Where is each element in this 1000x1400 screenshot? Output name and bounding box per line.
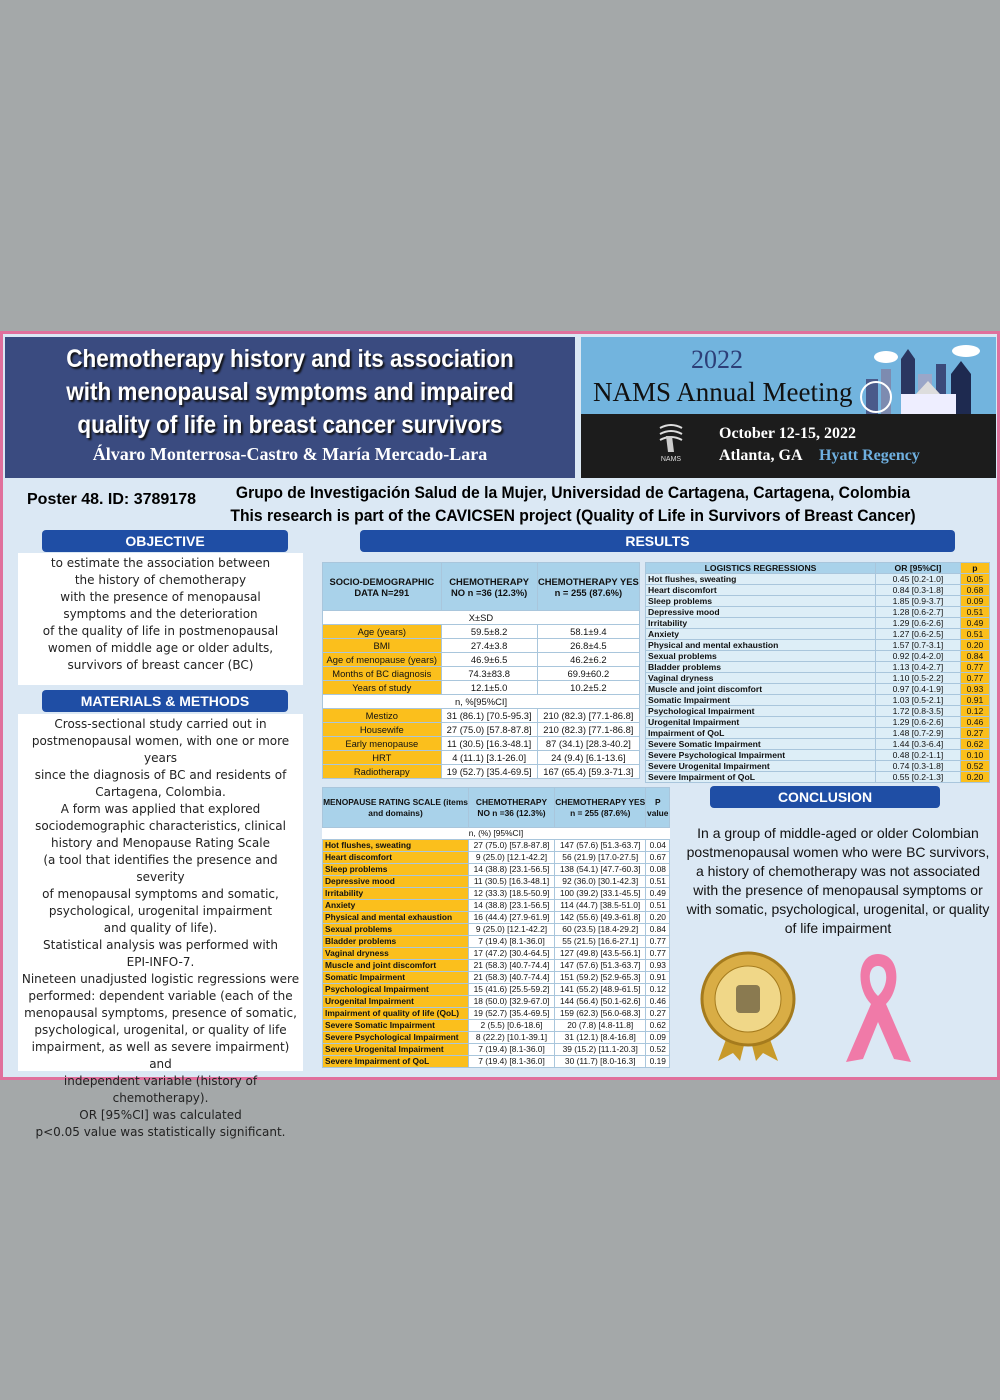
table-cell: 0.93 — [960, 684, 989, 695]
table-row — [323, 625, 640, 639]
table-cell: 21 (58.3) [40.7-74.4] — [469, 960, 555, 972]
table-cell: 0.05 — [960, 574, 989, 585]
column-header: OR [95%CI] — [876, 563, 961, 574]
table-cell: 0.27 — [960, 728, 989, 739]
table-row — [646, 629, 990, 640]
table-cell: Impairment of QoL — [646, 728, 876, 739]
table-cell: 17 (47.2) [30.4-64.5] — [469, 948, 555, 960]
table-cell: 0.49 — [960, 618, 989, 629]
table-cell: 1.44 [0.3-6.4] — [876, 739, 961, 750]
table-cell: 0.74 [0.3-1.8] — [876, 761, 961, 772]
table-cell: 1.72 [0.8-3.5] — [876, 706, 961, 717]
table-cell: Heart discomfort — [646, 585, 876, 596]
table-row — [323, 912, 670, 924]
table-cell: Heart discomfort — [323, 852, 469, 864]
text-line: of the quality of life in postmenopausal — [42, 624, 279, 638]
table-cell: 1.29 [0.6-2.6] — [876, 618, 961, 629]
sociodemographic-table — [322, 562, 640, 779]
table-row — [323, 900, 670, 912]
text-line: A form was applied that explored — [60, 802, 261, 816]
text-line: women of middle age or older adults, — [47, 641, 274, 655]
table-cell: 11 (30.5) [16.3-48.1] — [441, 737, 537, 751]
table-cell: 31 (86.1) [70.5-95.3] — [441, 709, 537, 723]
table-cell: Severe Psychological Impairment — [323, 1032, 469, 1044]
text-line: sociodemographic characteristics, clinical — [35, 819, 286, 833]
table-cell: 0.45 [0.2-1.0] — [876, 574, 961, 585]
table-cell: 15 (41.6) [25.5-59.2] — [469, 984, 555, 996]
poster — [0, 331, 1000, 1139]
text-line: Cross-sectional study carried out in — [54, 717, 267, 731]
table-cell: 9 (25.0) [12.1-42.2] — [469, 852, 555, 864]
table-cell: Housewife — [323, 723, 442, 737]
table-cell: 0.91 — [646, 972, 670, 984]
table-cell: BMI — [323, 639, 442, 653]
table-cell: 7 (19.4) [8.1-36.0] — [469, 1044, 555, 1056]
table-cell: 56 (21.9) [17.0-27.5] — [554, 852, 646, 864]
poster-id: Poster 48. ID: 3789178 — [27, 491, 196, 508]
table-cell: 19 (52.7) [35.4-69.5] — [469, 1008, 555, 1020]
table-cell: 0.51 — [646, 876, 670, 888]
table-row — [646, 651, 990, 662]
table-cell: Depressive mood — [323, 876, 469, 888]
table-cell: 59.5±8.2 — [441, 625, 537, 639]
table-row — [323, 840, 670, 852]
table-cell: 0.09 — [646, 1032, 670, 1044]
methods-heading: MATERIALS & METHODS — [42, 690, 288, 712]
table-cell: 138 (54.1) [47.7-60.3] — [554, 864, 646, 876]
pink-ribbon-icon — [841, 944, 916, 1069]
text-line: to estimate the association between — [50, 556, 271, 570]
university-seal-icon — [698, 949, 798, 1064]
table-cell: 0.27 — [646, 1008, 670, 1020]
table-cell: 21 (58.3) [40.7-74.4] — [469, 972, 555, 984]
logistic-regression-table — [645, 562, 990, 783]
table-cell: Bladder problems — [646, 662, 876, 673]
table-cell: 0.09 — [960, 596, 989, 607]
table-cell: Sexual problems — [646, 651, 876, 662]
table-cell: 92 (36.0) [30.1-42.3] — [554, 876, 646, 888]
table-cell: 151 (59.2) [52.9-65.3] — [554, 972, 646, 984]
table-row — [323, 960, 670, 972]
text-line: performed: dependent variable (each of the — [28, 989, 293, 1003]
table-cell: Age (years) — [323, 625, 442, 639]
table-cell: 1.10 [0.5-2.2] — [876, 673, 961, 684]
column-header: MENOPAUSE RATING SCALE (items and domains) — [323, 788, 469, 828]
table-row — [323, 723, 640, 737]
table-cell: HRT — [323, 751, 442, 765]
table-cell: 55 (21.5) [16.6-27.1] — [554, 936, 646, 948]
text-line: menopausal symptoms, presence of somatic, — [24, 1006, 297, 1020]
table-cell: 11 (30.5) [16.3-48.1] — [469, 876, 555, 888]
table-cell: 46.9±6.5 — [441, 653, 537, 667]
table-row — [323, 996, 670, 1008]
text-line: EPI-INFO-7. — [126, 955, 195, 969]
table-cell: 127 (49.8) [43.5-56.1] — [554, 948, 646, 960]
table-row — [323, 1032, 670, 1044]
table-row — [323, 765, 640, 779]
table-cell: 0.77 — [960, 673, 989, 684]
conclusion-heading: CONCLUSION — [710, 786, 940, 808]
table-cell: 0.62 — [646, 1020, 670, 1032]
meeting-dates: October 12-15, 2022 — [719, 425, 857, 442]
nams-banner — [581, 337, 996, 478]
table-cell: 0.84 [0.3-1.8] — [876, 585, 961, 596]
table-cell: 1.29 [0.6-2.6] — [876, 717, 961, 728]
text-line: impairment, as well as severe impairment) and — [31, 1040, 290, 1071]
table-row — [646, 673, 990, 684]
table-cell: Hot flushes, sweating — [646, 574, 876, 585]
table-row — [323, 852, 670, 864]
text-line: symptoms and the deterioration — [63, 607, 258, 621]
table-cell: 0.19 — [646, 1056, 670, 1068]
table-cell: Hot flushes, sweating — [323, 840, 469, 852]
table-cell: Anxiety — [646, 629, 876, 640]
affiliation: Grupo de Investigación Salud de la Mujer, Universidad de Cartagena, Cartagena, Colombia This research is part of the CAVICSEN project (Quality of Life in Survivors of Breast Cancer) — [222, 482, 925, 528]
table-cell: Muscle and joint discomfort — [646, 684, 876, 695]
table-cell: Psychological Impairment — [646, 706, 876, 717]
table-cell: 0.12 — [646, 984, 670, 996]
text-line: history and Menopause Rating Scale — [51, 836, 270, 850]
table-cell: 7 (19.4) [8.1-36.0] — [469, 936, 555, 948]
table-cell: 0.04 — [646, 840, 670, 852]
table-cell: 0.62 — [960, 739, 989, 750]
table-cell: 14 (38.8) [23.1-56.5] — [469, 900, 555, 912]
table-cell: 142 (55.6) [49.3-61.8] — [554, 912, 646, 924]
table-cell: 0.77 — [646, 948, 670, 960]
table-cell: 0.92 [0.4-2.0] — [876, 651, 961, 662]
table-row — [323, 888, 670, 900]
column-header: CHEMOTHERAPY YES n = 255 (87.6%) — [554, 788, 646, 828]
table-cell: 0.20 — [646, 912, 670, 924]
table-row — [323, 1056, 670, 1068]
objective-heading: OBJECTIVE — [42, 530, 288, 552]
table-row — [323, 948, 670, 960]
meeting-venue: Hyatt Regency — [819, 447, 920, 464]
table-cell: 27.4±3.8 — [441, 639, 537, 653]
table-cell: 12 (33.3) [18.5-50.9] — [469, 888, 555, 900]
section-label: n, %[95%CI] — [323, 695, 640, 709]
table-cell: 1.28 [0.6-2.7] — [876, 607, 961, 618]
table-cell: 27 (75.0) [57.8-87.8] — [441, 723, 537, 737]
table-cell: 69.9±60.2 — [537, 667, 639, 681]
table-cell: 8 (22.2) [10.1-39.1] — [469, 1032, 555, 1044]
table-cell: 141 (55.2) [48.9-61.5] — [554, 984, 646, 996]
table-cell: 0.48 [0.2-1.1] — [876, 750, 961, 761]
table-cell: 30 (11.7) [8.0-16.3] — [554, 1056, 646, 1068]
table-cell: 16 (44.4) [27.9-61.9] — [469, 912, 555, 924]
table-cell: Radiotherapy — [323, 765, 442, 779]
table-cell: 0.51 — [960, 629, 989, 640]
table-cell: Muscle and joint discomfort — [323, 960, 469, 972]
table-row — [646, 706, 990, 717]
table-cell: 39 (15.2) [11.1-20.3] — [554, 1044, 646, 1056]
table-cell: Psychological Impairment — [323, 984, 469, 996]
table-cell: 0.20 — [960, 640, 989, 651]
table-cell: 0.46 — [960, 717, 989, 728]
table-cell: Severe Urogenital Impairment — [646, 761, 876, 772]
table-row — [646, 596, 990, 607]
table-cell: 1.85 [0.9-3.7] — [876, 596, 961, 607]
table-row — [646, 662, 990, 673]
table-row — [323, 924, 670, 936]
table-cell: 0.84 — [646, 924, 670, 936]
project-note: This research is part of the CAVICSEN project (Quality of Life in Survivors of Breast Cancer) — [230, 507, 916, 525]
skyline-icon — [856, 339, 996, 414]
table-cell: 12.1±5.0 — [441, 681, 537, 695]
text-line: Cartagena, Colombia. — [95, 785, 226, 799]
table-cell: Urogenital Impairment — [323, 996, 469, 1008]
table-cell: 0.91 — [960, 695, 989, 706]
table-row — [646, 607, 990, 618]
meeting-year: 2022 — [691, 345, 743, 374]
table-cell: Severe Psychological Impairment — [646, 750, 876, 761]
table-cell: Severe Somatic Impairment — [323, 1020, 469, 1032]
table-cell: Vaginal dryness — [323, 948, 469, 960]
table-cell: Somatic Impairment — [323, 972, 469, 984]
table-cell: 1.03 [0.5-2.1] — [876, 695, 961, 706]
table-cell: Impairment of quality of life (QoL) — [323, 1008, 469, 1020]
text-line: the history of chemotherapy — [74, 573, 247, 587]
text-line: independent variable (history of chemotherapy). — [63, 1074, 258, 1105]
table-cell: 24 (9.4) [6.1-13.6] — [537, 751, 639, 765]
table-cell: 0.51 — [646, 900, 670, 912]
table-row — [323, 876, 670, 888]
table-cell: 1.57 [0.7-3.1] — [876, 640, 961, 651]
table-cell: 100 (39.2) [33.1-45.5] — [554, 888, 646, 900]
table-cell: 0.10 — [960, 750, 989, 761]
text-line: postmenopausal women, with one or more years — [31, 734, 290, 765]
table-cell: 0.55 [0.2-1.3] — [876, 772, 961, 783]
table-row — [323, 737, 640, 751]
table-row — [323, 681, 640, 695]
table-cell: 0.84 — [960, 651, 989, 662]
menopause-rating-scale-table — [322, 787, 670, 1068]
table-cell: 27 (75.0) [57.8-87.8] — [469, 840, 555, 852]
table-cell: Months of BC diagnosis — [323, 667, 442, 681]
table-cell: 0.67 — [646, 852, 670, 864]
table-cell: 0.52 — [960, 761, 989, 772]
table-cell: 7 (19.4) [8.1-36.0] — [469, 1056, 555, 1068]
table-cell: 0.08 — [646, 864, 670, 876]
table-cell: 147 (57.6) [51.3-63.7] — [554, 960, 646, 972]
table-cell: 1.48 [0.7-2.9] — [876, 728, 961, 739]
table-row — [646, 640, 990, 651]
table-cell: Bladder problems — [323, 936, 469, 948]
table-cell: 4 (11.1) [3.1-26.0] — [441, 751, 537, 765]
table-cell: 0.77 — [960, 662, 989, 673]
table-cell: 210 (82.3) [77.1-86.8] — [537, 723, 639, 737]
table-cell: 18 (50.0) [32.9-67.0] — [469, 996, 555, 1008]
table-row — [646, 695, 990, 706]
column-header: LOGISTICS REGRESSIONS — [646, 563, 876, 574]
text-line: and quality of life). — [103, 921, 218, 935]
table-cell: 87 (34.1) [28.3-40.2] — [537, 737, 639, 751]
text-line: of menopausal symptoms and somatic, — [42, 887, 279, 901]
objective-text — [18, 553, 303, 685]
table-cell: 1.27 [0.6-2.5] — [876, 629, 961, 640]
table-cell: Vaginal dryness — [646, 673, 876, 684]
text-line: psychological, urogenital impairment — [48, 904, 273, 918]
table-cell: Severe Somatic Impairment — [646, 739, 876, 750]
text-line: OR [95%CI] was calculated — [79, 1108, 242, 1122]
table-row — [646, 585, 990, 596]
table-row — [323, 972, 670, 984]
table-cell: Sleep problems — [323, 864, 469, 876]
poster-title: Chemotherapy history and its association with menopausal symptoms and impaired quality of life in breast cancer survivors — [66, 345, 514, 439]
table-row — [323, 667, 640, 681]
table-cell: Somatic Impairment — [646, 695, 876, 706]
table-row — [646, 563, 990, 574]
table-cell: Age of menopause (years) — [323, 653, 442, 667]
table-row — [646, 618, 990, 629]
table-cell: 9 (25.0) [12.1-42.2] — [469, 924, 555, 936]
table-cell: Irritability — [323, 888, 469, 900]
table-cell: Severe Urogenital Impairment — [323, 1044, 469, 1056]
table-cell: Urogenital Impairment — [646, 717, 876, 728]
table-cell: 0.93 — [646, 960, 670, 972]
table-cell: 114 (44.7) [38.5-51.0] — [554, 900, 646, 912]
table-cell: 14 (38.8) [23.1-56.5] — [469, 864, 555, 876]
table-row — [323, 984, 670, 996]
section-label: n, (%) [95%CI] — [468, 828, 524, 838]
text-line: (a tool that identifies the presence and severity — [43, 853, 278, 884]
text-line: since the diagnosis of BC and residents of — [34, 768, 287, 782]
table-row — [323, 709, 640, 723]
methods-text — [18, 714, 303, 1139]
table-cell: 10.2±5.2 — [537, 681, 639, 695]
text-line: Statistical analysis was performed with — [43, 938, 278, 952]
column-header: CHEMOTHERAPY NO n =36 (12.3%) — [441, 563, 537, 611]
table-row — [323, 611, 640, 625]
table-cell: 0.20 — [960, 772, 989, 783]
table-cell: 147 (57.6) [51.3-63.7] — [554, 840, 646, 852]
table-cell: 58.1±9.4 — [537, 625, 639, 639]
table-cell: 74.3±83.8 — [441, 667, 537, 681]
nams-logo: NAMS — [647, 422, 695, 472]
table-cell: Irritability — [646, 618, 876, 629]
table-row — [323, 1008, 670, 1020]
column-header: CHEMOTHERAPY NO n =36 (12.3%) — [469, 788, 555, 828]
table-cell: 0.97 [0.4-1.9] — [876, 684, 961, 695]
table-cell: Sleep problems — [646, 596, 876, 607]
table-row — [323, 788, 670, 828]
table-cell: Anxiety — [323, 900, 469, 912]
table-cell: Physical and mental exhaustion — [646, 640, 876, 651]
section-label: X±SD — [323, 611, 640, 625]
table-row — [646, 684, 990, 695]
column-header: P value — [646, 788, 670, 828]
column-header: SOCIO-DEMOGRAPHIC DATA N=291 — [323, 563, 442, 611]
table-cell: 46.2±6.2 — [537, 653, 639, 667]
table-row — [646, 750, 990, 761]
table-row — [323, 1020, 670, 1032]
table-row — [646, 739, 990, 750]
text-line: psychological, urogenital, or quality of life — [34, 1023, 287, 1037]
table-cell: Physical and mental exhaustion — [323, 912, 469, 924]
column-header: p — [960, 563, 989, 574]
table-cell: 19 (52.7) [35.4-69.5] — [441, 765, 537, 779]
text-line: p<0.05 value was statistically significant. — [35, 1125, 286, 1139]
title-block — [5, 337, 575, 478]
table-row — [323, 563, 640, 611]
table-row — [646, 574, 990, 585]
table-row — [323, 864, 670, 876]
table-row — [646, 761, 990, 772]
column-header: CHEMOTHERAPY YES n = 255 (87.6%) — [537, 563, 639, 611]
table-row — [646, 717, 990, 728]
text-line: Nineteen unadjusted logistic regressions were — [21, 972, 300, 986]
table-row — [323, 828, 670, 840]
conclusion-text: In a group of middle-aged or older Colombian postmenopausal women who were BC survivors, a history of chemotherapy was not associated with the presence of menopausal symptoms or with somatic, psychological, urogenital, or quality of life impairment — [686, 825, 990, 936]
table-cell: 1.13 [0.4-2.7] — [876, 662, 961, 673]
table-cell: Severe Impairment of QoL — [646, 772, 876, 783]
results-heading: RESULTS — [360, 530, 955, 552]
table-row — [323, 936, 670, 948]
table-row — [323, 639, 640, 653]
table-cell: 2 (5.5) [0.6-18.6] — [469, 1020, 555, 1032]
table-cell: 31 (12.1) [8.4-16.8] — [554, 1032, 646, 1044]
table-cell: 210 (82.3) [77.1-86.8] — [537, 709, 639, 723]
table-row — [646, 728, 990, 739]
table-cell: 0.77 — [646, 936, 670, 948]
table-cell: 0.49 — [646, 888, 670, 900]
table-cell: Mestizo — [323, 709, 442, 723]
table-cell: Sexual problems — [323, 924, 469, 936]
table-row — [323, 695, 640, 709]
table-cell: Depressive mood — [646, 607, 876, 618]
table-cell: Severe Impairment of QoL — [323, 1056, 469, 1068]
text-line: with the presence of menopausal — [60, 590, 261, 604]
table-cell: 0.46 — [646, 996, 670, 1008]
table-cell: 144 (56.4) [50.1-62.6] — [554, 996, 646, 1008]
table-cell: 20 (7.8) [4.8-11.8] — [554, 1020, 646, 1032]
meeting-name: NAMS Annual Meeting — [593, 377, 853, 407]
table-cell: 167 (65.4) [59.3-71.3] — [537, 765, 639, 779]
table-cell: 60 (23.5) [18.4-29.2] — [554, 924, 646, 936]
meeting-city: Atlanta, GA — [719, 447, 803, 464]
table-cell: 0.52 — [646, 1044, 670, 1056]
table-row — [323, 653, 640, 667]
authors: Álvaro Monterrosa-Castro & María Mercado-Lara — [92, 444, 488, 464]
table-row — [323, 1044, 670, 1056]
table-row — [323, 751, 640, 765]
table-cell: 159 (62.3) [56.0-68.3] — [554, 1008, 646, 1020]
table-cell: 0.12 — [960, 706, 989, 717]
table-cell: 0.51 — [960, 607, 989, 618]
table-cell: Early menopause — [323, 737, 442, 751]
table-cell: 26.8±4.5 — [537, 639, 639, 653]
table-cell: 0.68 — [960, 585, 989, 596]
text-line: survivors of breast cancer (BC) — [67, 658, 254, 672]
table-row — [646, 772, 990, 783]
table-cell: Years of study — [323, 681, 442, 695]
